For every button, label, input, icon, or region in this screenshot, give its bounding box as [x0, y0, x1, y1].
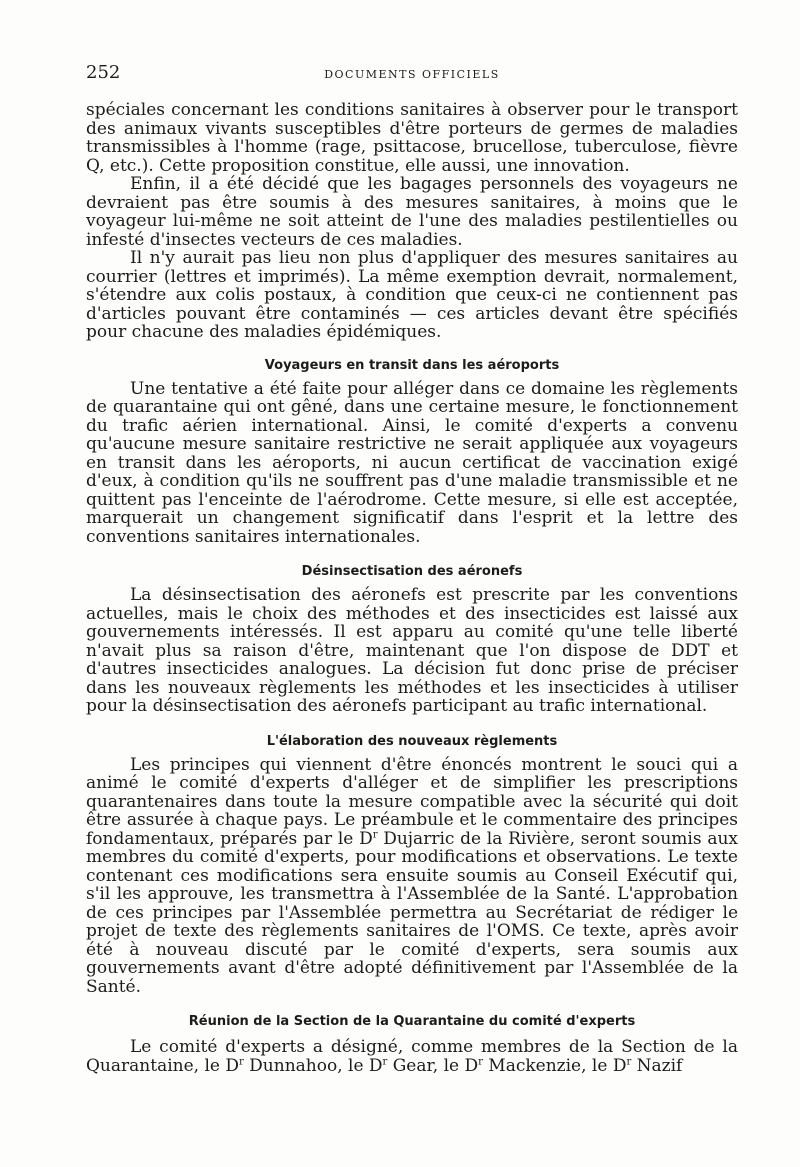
text-run: Nazif [631, 1055, 683, 1076]
text-run: Mackenzie, le D [482, 1055, 627, 1076]
paragraph-animal-transport: spéciales concernant les conditions sanitaires à observer pour le transport des animaux vivants susceptibles d'être porteurs de germes de maladies transmissibles à l'homme (rage, psittacose, brucellose, tuberculose, fièvre Q, etc.). Cette proposition constitue, elle aussi, une innovation. [86, 100, 738, 176]
paragraph-quarantine-members [86, 1038, 738, 1075]
paragraph-mail: Il n'y aurait pas lieu non plus d'appliquer des mesures sanitaires au courrier (lettres et imprimés). La même exemption devrait, normalement, s'étendre aux colis postaux, à condition que ceux-ci ne contiennent pas d'articles pouvant être contaminés — ces articles devant être spécifiés pour chacune des maladies épidémiques. [86, 248, 738, 342]
section-heading-new-regulations: L'élaboration des nouveaux règlements [266, 733, 558, 749]
superscript: r [626, 1055, 632, 1067]
section-heading-disinsection: Désinsectisation des aéronefs [301, 564, 523, 579]
superscript: r [372, 828, 378, 840]
running-title: DOCUMENTS OFFICIELS [324, 68, 500, 81]
text-run: Dunnahoo, le D [243, 1055, 383, 1076]
section-heading-quarantine-meeting: Réunion de la Section de la Quarantaine du comité d'experts [188, 1014, 636, 1029]
paragraph-new-regulations [86, 756, 738, 997]
superscript: r [238, 1055, 244, 1067]
section-heading-transit: Voyageurs en transit dans les aéroports [264, 357, 560, 373]
page-number: 252 [86, 62, 121, 83]
paragraph-disinsection: La désinsectisation des aéronefs est prescrite par les conventions actuelles, mais le choix des méthodes et des insecticides est laissé aux gouvernements intéressés. Il est apparu au comité qu'une telle liberté n'avait plus sa raison d'être, maintenant que l'on dispose de DDT et d'autres insecticides analogues. La décision fut donc prise de préciser dans les nouveaux règlements les méthodes et les insecticides à utiliser pour la désinsectisation des aéronefs participant au trafic international. [86, 585, 738, 716]
running-head [86, 62, 738, 86]
text-run: Gear, le D [387, 1055, 479, 1076]
superscript: r [478, 1055, 483, 1067]
text-run: Dujarric de la Rivière, seront soumis aux membres du comité d'experts, pour modifications et observations. Le texte contenant ces modifications sera ensuite soumis au Conseil Exécutif qui, s'il les approuve, les transmettra à l'Assemblée de la Santé. L'approbation de ces principes par l'Assemblée permettra au Secrétariat de rédiger le projet de texte des règlements sanitaires de l'OMS. Ce texte, après avoir été à nouveau discuté par le comité d'experts, sera soumis aux gouvernements avant d'être adopté définitivement par l'Assemblée de la Santé. [86, 828, 738, 997]
paragraph-baggage: Enfin, il a été décidé que les bagages personnels des voyageurs ne devraient pas être soumis à des mesures sanitaires, à moins que le voyageur lui-même ne soit atteint de l'une des maladies pestilentielles ou infesté d'insectes vecteurs de ces maladies. [86, 174, 738, 250]
text-run: Le comité d'experts a désigné, comme membres de la Section de la Quarantaine, le D [86, 1037, 738, 1076]
document-page [86, 62, 738, 1075]
text-run: Les principes qui viennent d'être énoncés montrent le souci qui a animé le comité d'experts d'alléger et de simplifier les prescriptions quarantenaires dans toute la mesure compatible avec la sécurité qui doit être assurée à chaque pays. Le préambule et le commentaire des principes fondamentaux, préparés par le D [86, 754, 738, 849]
superscript: r [382, 1055, 388, 1067]
paragraph-transit: Une tentative a été faite pour alléger dans ce domaine les règlements de quarantaine qui ont gêné, dans une certaine mesure, le fonctionnement du trafic aérien international. Ainsi, le comité d'experts a convenu qu'aucune mesure sanitaire restrictive ne serait appliquée aux voyageurs en transit dans les aéroports, ni aucun certificat de vaccination exigé d'eux, à condition qu'ils ne souffrent pas d'une maladie transmissible et ne quittent pas l'enceinte de l'aérodrome. Cette mesure, si elle est acceptée, marquerait un changement significatif dans l'esprit et la lettre des conventions sanitaires internationales. [86, 378, 738, 547]
